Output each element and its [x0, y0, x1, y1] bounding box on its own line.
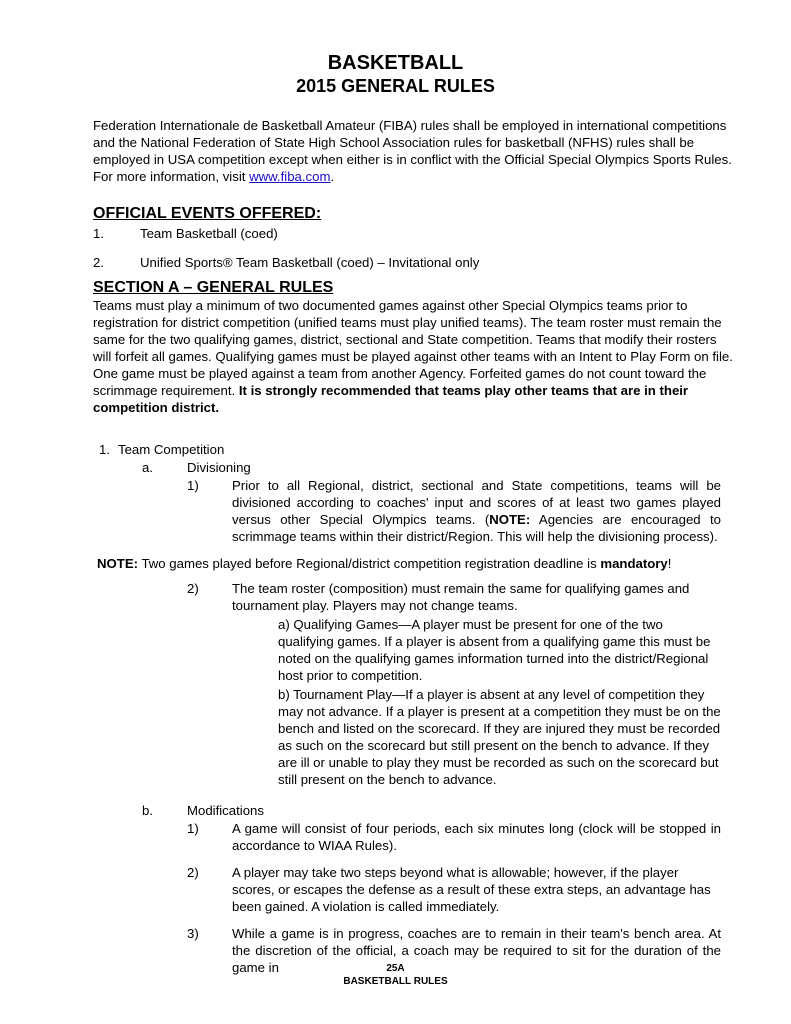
divisioning-rule [232, 477, 721, 545]
extra-steps-rule: A player may take two steps beyond what is allowable; however, if the player scores, or escapes the defense as a result of these extra steps, an advantage has been gained. A violation is called immediately. [232, 865, 711, 914]
section-a-emphasis: It is strongly recommended that teams play other teams that are in their competition district. [93, 383, 689, 415]
note-end: ! [667, 556, 672, 571]
qualifying-games-rule: a) Qualifying Games—A player must be present for one of the two qualifying games. If a player is absent from a qualifying game this must be noted on the qualifying games information turned into the district/Regional host prior to competition. [278, 617, 711, 683]
divisioning-label: Divisioning [187, 460, 251, 475]
rule-text: Prior to all Regional, district, sectional and State competitions, teams will be divisioned according to coaches' input and scores of at least two games played versus other Special Olympics teams. ( [232, 478, 721, 527]
team-competition-number: 1. [99, 442, 110, 457]
note-emphasis: mandatory [600, 556, 668, 571]
section-a-heading: SECTION A – GENERAL RULES [93, 279, 334, 296]
modifications-label: Modifications [187, 803, 264, 818]
rule-number: 1) [187, 478, 199, 493]
section-a-body [93, 297, 733, 416]
intro-end: . [330, 169, 335, 184]
event-label: Team Basketball (coed) [140, 226, 278, 241]
coach-bench-rule: While a game is in progress, coaches are to remain in their team's bench area. At the discretion of the official, a coach may be required to sit for the duration of the game in [232, 926, 721, 975]
footer-label: BASKETBALL RULES [343, 976, 448, 987]
events-heading: OFFICIAL EVENTS OFFERED: [93, 205, 322, 222]
mandatory-note [97, 555, 737, 572]
game-periods-rule: A game will consist of four periods, each six minutes long (clock will be stopped in accordance to WIAA Rules). [232, 821, 721, 853]
note-text: Two games played before Regional/district competition registration deadline is [138, 556, 601, 571]
rule-number: 1) [187, 821, 199, 836]
note-label: NOTE: [97, 556, 139, 571]
intro-text: Federation Internationale de Basketball Amateur (FIBA) rules shall be employed in international competitions and the National Federation of State High School Association rules for basketball (NFHS) rules shall be employed in USA competition except when either is in conflict with the Official Special Olympics Sports Rules. For more information, visit [93, 118, 732, 184]
rule-number: 2) [187, 865, 199, 880]
rule-text: Agencies are encouraged to scrimmage teams within their district/Region. This will help the divisioning process). [232, 512, 721, 544]
intro-paragraph [93, 117, 733, 185]
page-subtitle: 2015 GENERAL RULES [296, 76, 495, 96]
event-number: 1. [93, 226, 104, 241]
event-label: Unified Sports® Team Basketball (coed) – Invitational only [140, 255, 480, 270]
event-number: 2. [93, 255, 104, 270]
page-number: 25A [386, 963, 405, 974]
rule-number: 3) [187, 926, 199, 941]
roster-rule: The team roster (composition) must remain the same for qualifying games and tournament play. Players may not change teams. [232, 581, 690, 613]
note-label: NOTE: [489, 512, 531, 527]
fiba-link[interactable]: www.fiba.com [249, 169, 331, 184]
page-title: BASKETBALL [327, 52, 464, 74]
team-competition-label: Team Competition [118, 442, 225, 457]
tournament-play-rule: b) Tournament Play—If a player is absent at any level of competition they may not advance. If a player is present at a competition they must be on the bench and listed on the scorecard. If they are injured they must be recorded as such on the scorecard but still present on the bench to advance. If they are ill or unable to play they must be recorded as such on the scorecard but still present on the bench to advance. [278, 687, 721, 787]
modifications-letter: b. [142, 803, 153, 818]
rule-number: 2) [187, 581, 199, 596]
divisioning-letter: a. [142, 460, 153, 475]
section-a-text: Teams must play a minimum of two documented games against other Special Olympics teams prior to registration for district competition (unified teams must play unified teams). The team roster must remain the same for the two qualifying games, district, sectional and State competition. Teams that modify their rosters will forfeit all games. Qualifying games must be played against other teams with an Intent to Play Form on file. One game must be played against a team from another Agency. Forfeited games do not count toward the scrimmage requirement. [93, 298, 733, 398]
